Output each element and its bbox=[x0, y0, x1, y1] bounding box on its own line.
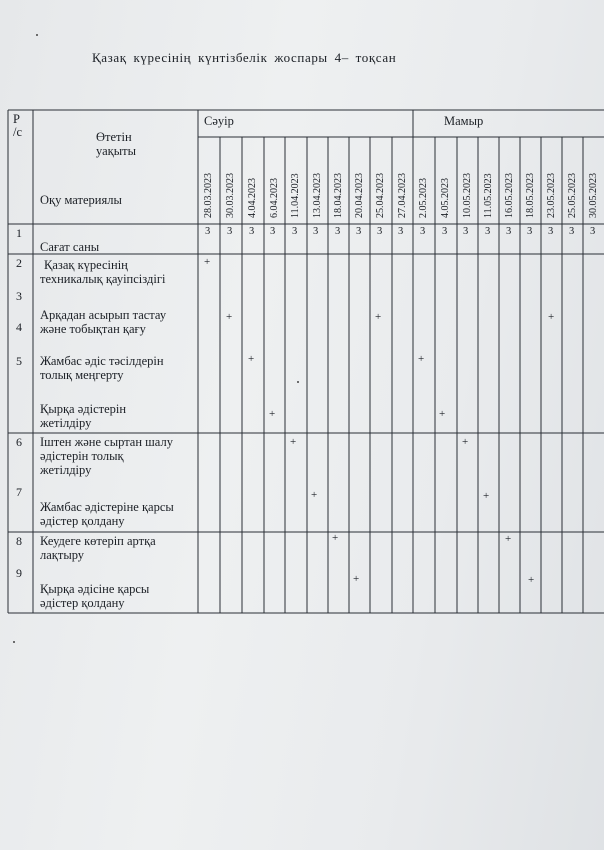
hours-value: 3 bbox=[270, 226, 276, 237]
schedule-mark: + bbox=[462, 436, 469, 448]
lesson-title: лақтыру bbox=[40, 548, 85, 562]
schedule-mark: + bbox=[290, 436, 297, 448]
date-header: 25.04.2023 bbox=[375, 173, 386, 218]
schedule-mark: + bbox=[204, 256, 211, 268]
schedule-mark: + bbox=[269, 408, 276, 420]
date-header: 20.04.2023 bbox=[354, 173, 365, 218]
schedule-mark: + bbox=[548, 311, 555, 323]
schedule-mark: + bbox=[248, 353, 255, 365]
schedule-mark: + bbox=[505, 533, 512, 545]
lesson-title: әдістер қолдану bbox=[40, 514, 125, 528]
hours-value: 3 bbox=[590, 226, 596, 237]
lesson-title: әдістер қолдану bbox=[40, 596, 125, 610]
date-header: 11.04.2023 bbox=[290, 173, 301, 218]
schedule-mark: + bbox=[483, 490, 490, 502]
hours-value: 3 bbox=[335, 226, 341, 237]
header-material-label: Оқу материялы bbox=[40, 193, 122, 207]
date-header: 27.04.2023 bbox=[397, 173, 408, 218]
date-header: 28.03.2023 bbox=[203, 173, 214, 218]
hours-value: 3 bbox=[548, 226, 554, 237]
date-header: 4.05.2023 bbox=[440, 178, 451, 218]
date-header: 23.05.2023 bbox=[546, 173, 557, 218]
hours-value: 3 bbox=[205, 226, 211, 237]
header-time-label-2: уақыты bbox=[96, 144, 136, 158]
hours-value: 3 bbox=[569, 226, 575, 237]
row-number: 1 bbox=[16, 226, 22, 240]
hours-value: 3 bbox=[292, 226, 298, 237]
header-num-label: Р bbox=[13, 112, 20, 126]
lesson-title: Жамбас әдіс тәсілдерін bbox=[40, 354, 164, 368]
month-april: Сәуір bbox=[204, 114, 234, 128]
schedule-mark: + bbox=[226, 311, 233, 323]
date-header: 2.05.2023 bbox=[418, 178, 429, 218]
lesson-title: Жамбас әдістеріне қарсы bbox=[40, 500, 174, 514]
row-number: 5 bbox=[16, 354, 22, 368]
date-header: 30.03.2023 bbox=[225, 173, 236, 218]
date-header: 18.04.2023 bbox=[333, 173, 344, 218]
date-header: 4.04.2023 bbox=[247, 178, 258, 218]
hours-value: 3 bbox=[398, 226, 404, 237]
row-number: 6 bbox=[16, 435, 22, 449]
lesson-title: Кеудеге көтеріп артқа bbox=[40, 534, 156, 548]
schedule-mark: + bbox=[353, 573, 360, 585]
hours-value: 3 bbox=[463, 226, 469, 237]
schedule-mark: + bbox=[311, 489, 318, 501]
lesson-title: толық меңгерту bbox=[40, 368, 124, 382]
row-number: 2 bbox=[16, 256, 22, 270]
lesson-title: Қырқа әдісіне қарсы bbox=[40, 582, 150, 596]
lesson-title: жетілдіру bbox=[40, 463, 92, 477]
paper-speck bbox=[13, 641, 15, 643]
hours-label: Сағат саны bbox=[40, 240, 100, 254]
hours-value: 3 bbox=[485, 226, 491, 237]
date-header: 25.05.2023 bbox=[567, 173, 578, 218]
schedule-mark: + bbox=[332, 532, 339, 544]
page-title: Қазақ күресінің күнтізбелік жоспары 4– тоқсан bbox=[92, 50, 397, 65]
paper-speck bbox=[297, 381, 299, 383]
schedule-mark: + bbox=[418, 353, 425, 365]
row-number: 9 bbox=[16, 566, 22, 580]
lesson-title: әдістерін толық bbox=[40, 449, 124, 463]
lesson-title: жетілдіру bbox=[40, 416, 92, 430]
date-header: 11.05.2023 bbox=[483, 173, 494, 218]
lesson-title: Іштен және сыртан шалу bbox=[40, 435, 173, 449]
date-header: 18.05.2023 bbox=[525, 173, 536, 218]
date-header: 30.05.2023 bbox=[588, 173, 599, 218]
schedule-mark: + bbox=[528, 574, 535, 586]
row-number: 8 bbox=[16, 534, 22, 548]
lesson-title: және тобықтан қағу bbox=[40, 322, 146, 336]
hours-value: 3 bbox=[420, 226, 426, 237]
date-header: 10.05.2023 bbox=[462, 173, 473, 218]
hours-value: 3 bbox=[377, 226, 383, 237]
lesson-title: Қырқа әдістерін bbox=[40, 402, 127, 416]
header-time-label: Өтетін bbox=[96, 130, 132, 144]
lesson-title: Қазақ күресінің bbox=[44, 258, 128, 272]
row-number: 7 bbox=[16, 485, 22, 499]
hours-value: 3 bbox=[227, 226, 233, 237]
hours-value: 3 bbox=[506, 226, 512, 237]
hours-value: 3 bbox=[442, 226, 448, 237]
hours-value: 3 bbox=[249, 226, 255, 237]
date-header: 13.04.2023 bbox=[312, 173, 323, 218]
row-number: 3 bbox=[16, 289, 22, 303]
month-may: Мамыр bbox=[444, 114, 484, 128]
lesson-title: техникалық қауіпсіздігі bbox=[40, 272, 166, 286]
schedule-mark: + bbox=[375, 311, 382, 323]
hours-value: 3 bbox=[313, 226, 319, 237]
header-num-label-2: /с bbox=[13, 125, 23, 139]
lesson-title: Арқадан асырып тастау bbox=[40, 308, 167, 322]
hours-value: 3 bbox=[356, 226, 362, 237]
date-header: 6.04.2023 bbox=[269, 178, 280, 218]
hours-value: 3 bbox=[527, 226, 533, 237]
date-header: 16.05.2023 bbox=[504, 173, 515, 218]
row-number: 4 bbox=[16, 320, 22, 334]
schedule-mark: + bbox=[439, 408, 446, 420]
paper-speck bbox=[36, 34, 38, 36]
